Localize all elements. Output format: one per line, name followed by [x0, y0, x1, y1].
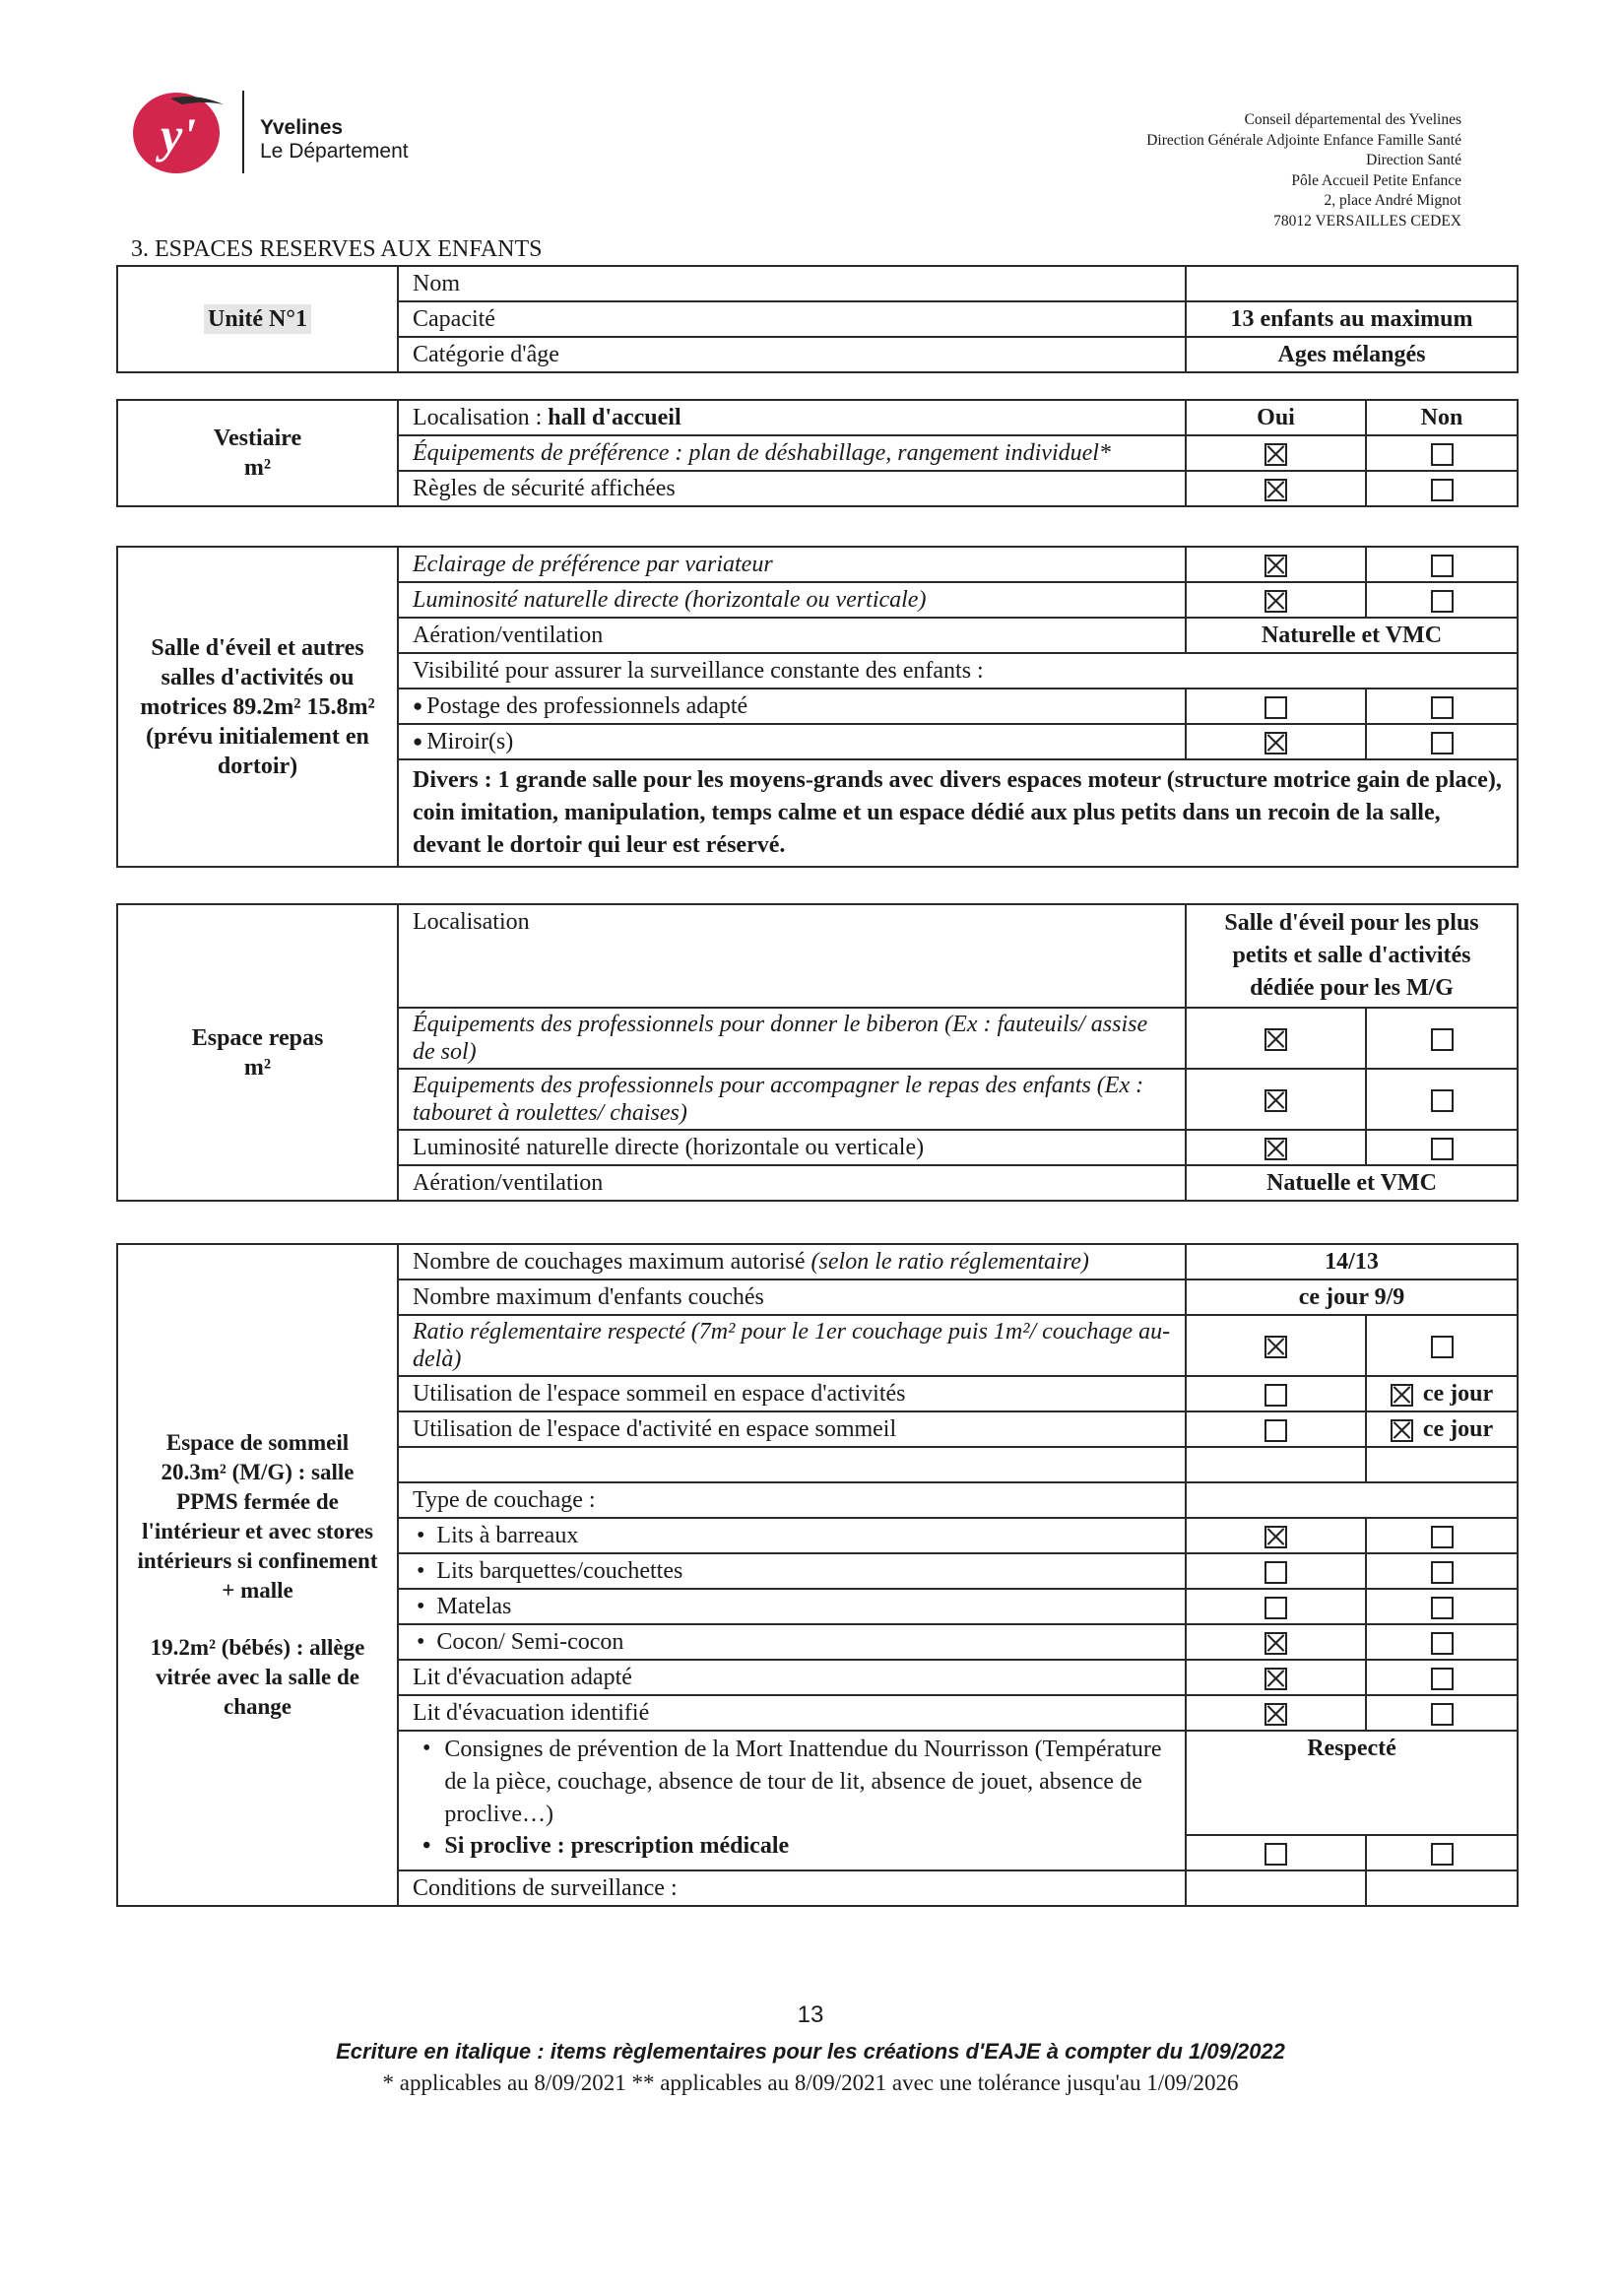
section-title: 3. ESPACES RESERVES AUX ENFANTS	[131, 236, 543, 262]
checkbox-oui[interactable]	[1264, 590, 1287, 613]
checkbox-non[interactable]	[1431, 1632, 1454, 1655]
utilisation-sommeil-label: Utilisation de l'espace sommeil en espace d'activités	[398, 1376, 1186, 1411]
consignes-value: Respecté	[1186, 1731, 1518, 1835]
brand-subtitle: Le Département	[260, 140, 409, 163]
aeration-label: Aération/ventilation	[398, 618, 1186, 653]
yvelines-logo	[131, 91, 237, 175]
brand-name: Yvelines	[260, 116, 344, 139]
unite-label: Unité N°1	[117, 266, 398, 372]
aeration-value: Naturelle et VMC	[1186, 618, 1518, 653]
checkbox-non[interactable]	[1431, 479, 1454, 501]
postage-label: ● Postage des professionnels adapté	[398, 689, 1186, 724]
checkbox-oui[interactable]	[1264, 555, 1287, 577]
checkbox-oui[interactable]	[1264, 1419, 1287, 1442]
footer-italic-note: Ecriture en italique : items règlementaires pour les créations d'EAJE à compter du 1/09/2022	[336, 2039, 1285, 2064]
luminosite-label: Luminosité naturelle directe (horizontale ou verticale)	[398, 582, 1186, 618]
page-number: 13	[797, 2001, 824, 2028]
unite-row-label: Capacité	[398, 301, 1186, 337]
evacuation-label: Lit d'évacuation identifié	[398, 1695, 1186, 1731]
checkbox-oui[interactable]	[1264, 479, 1287, 501]
checkbox-non[interactable]	[1431, 1089, 1454, 1112]
checkbox-non[interactable]	[1431, 732, 1454, 754]
couchages-max-value: 14/13	[1186, 1244, 1518, 1279]
checkbox-oui[interactable]	[1264, 1028, 1287, 1051]
unite-row-value: 13 enfants au maximum	[1186, 301, 1518, 337]
type-couchage-item: • Cocon/ Semi-cocon	[398, 1624, 1186, 1660]
repas-aeration-label: Aération/ventilation	[398, 1165, 1186, 1201]
couchages-max-label: Nombre de couchages maximum autorisé (selon le ratio réglementaire)	[398, 1244, 1186, 1279]
repas-row-label: Luminosité naturelle directe (horizontale ou verticale)	[398, 1130, 1186, 1165]
non-note: ce jour	[1422, 1416, 1494, 1442]
unite-row-value: Ages mélangés	[1186, 337, 1518, 372]
checkbox-oui[interactable]	[1264, 1632, 1287, 1655]
repas-localisation-value: Salle d'éveil pour les plus petits et salle d'activités dédiée pour les M/G	[1186, 904, 1518, 1008]
col-non-header: Non	[1366, 400, 1518, 435]
empty-row	[398, 1447, 1186, 1482]
vestiaire-row-label: Équipements de préférence : plan de déshabillage, rangement individuel*	[398, 435, 1186, 471]
checkbox-non[interactable]	[1431, 1843, 1454, 1866]
checkbox-oui[interactable]	[1264, 1526, 1287, 1548]
utilisation-activite-label: Utilisation de l'espace d'activité en espace sommeil	[398, 1411, 1186, 1447]
checkbox-oui[interactable]	[1264, 1089, 1287, 1112]
unite-row-label: Catégorie d'âge	[398, 337, 1186, 372]
checkbox-non[interactable]	[1431, 1526, 1454, 1548]
address-line: Pôle Accueil Petite Enfance	[1291, 171, 1461, 189]
enfants-max-label: Nombre maximum d'enfants couchés	[398, 1279, 1186, 1315]
repas-localisation-label: Localisation	[398, 904, 1186, 1008]
checkbox-non[interactable]	[1431, 1028, 1454, 1051]
checkbox-non[interactable]	[1391, 1419, 1413, 1442]
address-line: 78012 VERSAILLES CEDEX	[1273, 212, 1461, 230]
checkbox-oui[interactable]	[1264, 1561, 1287, 1584]
address-line: Direction Générale Adjointe Enfance Famille Santé	[1146, 131, 1461, 149]
eclairage-label: Eclairage de préférence par variateur	[398, 547, 1186, 582]
checkbox-non[interactable]	[1431, 696, 1454, 719]
espace-repas-label: Espace repas m²	[117, 904, 398, 1201]
checkbox-non[interactable]	[1431, 590, 1454, 613]
logo-mark: y'	[161, 107, 197, 163]
checkbox-non[interactable]	[1431, 1597, 1454, 1619]
address-line: Direction Santé	[1366, 152, 1461, 168]
checkbox-oui[interactable]	[1264, 443, 1287, 466]
proclive-label: Si proclive : prescription médicale	[444, 1833, 790, 1859]
checkbox-non[interactable]	[1431, 1561, 1454, 1584]
address-line: 2, place André Mignot	[1324, 192, 1461, 209]
vestiaire-row-label: Règles de sécurité affichées	[398, 471, 1186, 506]
checkbox-non[interactable]	[1431, 443, 1454, 466]
enfants-max-value: ce jour 9/9	[1186, 1279, 1518, 1315]
visibilite-label: Visibilité pour assurer la surveillance constante des enfants :	[398, 653, 1518, 689]
espace-sommeil-label: Espace de sommeil 20.3m² (M/G) : salle PPMS fermée de l'intérieur et avec stores intérieurs si confinement + malle 19.2m² (bébés) : allège vitrée avec la salle de change	[117, 1244, 398, 1906]
non-note: ce jour	[1422, 1381, 1494, 1407]
sender-address	[1146, 110, 1461, 231]
checkbox-non[interactable]	[1431, 555, 1454, 577]
repas-aeration-value: Natuelle et VMC	[1186, 1165, 1518, 1201]
consignes-cell: • Consignes de prévention de la Mort Inattendue du Nourrisson (Température de la pièce, couchage, absence de tour de lit, absence de jouet, absence de proclive…) • Si proclive : prescription médicale	[398, 1731, 1186, 1870]
checkbox-non[interactable]	[1391, 1384, 1413, 1407]
checkbox-oui[interactable]	[1264, 1843, 1287, 1866]
miroir-label: ● Miroir(s)	[398, 724, 1186, 759]
espace-repas-table	[116, 903, 1519, 1202]
type-couchage-item: • Lits barquettes/couchettes	[398, 1553, 1186, 1589]
salle-eveil-table	[116, 546, 1519, 868]
type-couchage-label: Type de couchage :	[398, 1482, 1186, 1518]
ratio-label: Ratio réglementaire respecté (7m² pour le 1er couchage puis 1m²/ couchage au-delà)	[398, 1315, 1186, 1376]
col-oui-header: Oui	[1186, 400, 1366, 435]
unite-table	[116, 265, 1519, 373]
vestiaire-localisation: Localisation : hall d'accueil	[398, 400, 1186, 435]
logo-divider	[242, 91, 244, 173]
unite-row-label: Nom	[398, 266, 1186, 301]
type-couchage-item: • Matelas	[398, 1589, 1186, 1624]
repas-row-label: Equipements des professionnels pour accompagner le repas des enfants (Ex : tabouret à roulettes/ chaises)	[398, 1069, 1186, 1130]
divers-text: Divers : 1 grande salle pour les moyens-grands avec divers espaces moteur (structure motrice gain de place), coin imitation, manipulation, temps calme et un espace dédié aux plus petits dans un recoin de la salle, devant le dortoir qui leur est réservé.	[398, 759, 1518, 867]
checkbox-non[interactable]	[1431, 1336, 1454, 1358]
checkbox-oui[interactable]	[1264, 1668, 1287, 1690]
salle-eveil-label: Salle d'éveil et autres salles d'activités ou motrices 89.2m² 15.8m² (prévu initialement en dortoir)	[117, 547, 398, 867]
checkbox-oui[interactable]	[1264, 1597, 1287, 1619]
espace-sommeil-table	[116, 1243, 1519, 1907]
checkbox-oui[interactable]	[1264, 1336, 1287, 1358]
checkbox-oui[interactable]	[1264, 696, 1287, 719]
checkbox-oui[interactable]	[1264, 1703, 1287, 1726]
checkbox-non[interactable]	[1431, 1138, 1454, 1160]
evacuation-label: Lit d'évacuation adapté	[398, 1660, 1186, 1695]
checkbox-oui[interactable]	[1264, 1384, 1287, 1407]
footer-note: * applicables au 8/09/2021 ** applicables au 8/09/2021 avec une tolérance jusqu'au 1/09/2026	[382, 2070, 1239, 2095]
vestiaire-label: Vestiaire m²	[117, 400, 398, 506]
checkbox-oui[interactable]	[1264, 732, 1287, 754]
conditions-label: Conditions de surveillance :	[398, 1870, 1186, 1906]
type-couchage-item: • Lits à barreaux	[398, 1518, 1186, 1553]
checkbox-oui[interactable]	[1264, 1138, 1287, 1160]
repas-row-label: Équipements des professionnels pour donner le biberon (Ex : fauteuils/ assise de sol)	[398, 1008, 1186, 1069]
checkbox-non[interactable]	[1431, 1668, 1454, 1690]
address-line: Conseil départemental des Yvelines	[1244, 111, 1461, 128]
consignes-text: Consignes de prévention de la Mort Inattendue du Nourrisson (Température de la pièce, couchage, absence de tour de lit, absence de jouet, absence de proclive…)	[444, 1737, 1162, 1827]
checkbox-non[interactable]	[1431, 1703, 1454, 1726]
vestiaire-table	[116, 399, 1519, 507]
unite-row-value	[1186, 266, 1518, 301]
